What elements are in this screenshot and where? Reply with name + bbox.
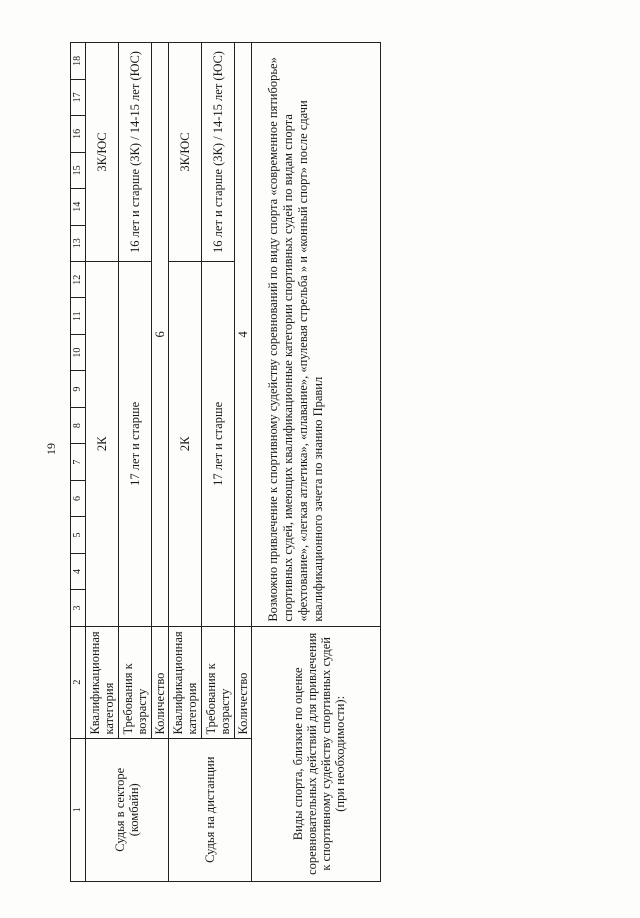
sector-judge-label: Судья в секторе (комбайн): [86, 738, 169, 881]
header-cell: 15: [71, 152, 86, 188]
header-cell: 16: [71, 116, 86, 152]
header-cell: 1: [71, 738, 86, 881]
header-cell: 7: [71, 444, 86, 480]
header-cell: 12: [71, 261, 86, 297]
sector-qual-left: 2К: [86, 261, 119, 626]
distance-qual-row: [169, 43, 202, 882]
header-cell: 6: [71, 480, 86, 516]
distance-qual-right: 3К/ЮС: [169, 43, 202, 262]
distance-age-left: 17 лет и старше: [202, 261, 235, 626]
distance-age-right: 16 лет и старше (3К) / 14-15 лет (ЮС): [202, 43, 235, 262]
page-number: 19: [44, 443, 58, 455]
related-sports-row: [252, 43, 381, 882]
header-cell: 13: [71, 225, 86, 261]
distance-qual-left: 2К: [169, 261, 202, 626]
rotated-table-container: [70, 42, 630, 882]
sector-age-left: 17 лет и старше: [119, 261, 152, 626]
qual-category-label: Квалификационная категория: [86, 626, 119, 738]
age-label: Требования к возрасту: [202, 626, 235, 738]
judges-requirements-table: [70, 42, 381, 882]
distance-judge-label: Судья на дистанции: [169, 738, 252, 881]
header-cell: 8: [71, 407, 86, 443]
header-cell: 2: [71, 626, 86, 738]
header-cell: 14: [71, 189, 86, 225]
qual-category-label: Квалификационная категория: [169, 626, 202, 738]
header-row: [71, 43, 86, 882]
header-cell: 10: [71, 334, 86, 370]
header-cell: 9: [71, 371, 86, 407]
header-cell: 18: [71, 43, 86, 80]
sector-qual-right: 3К/ЮС: [86, 43, 119, 262]
count-label: Количество: [235, 626, 252, 738]
related-sports-text: Возможно привлечение к спортивному судейству соревнований по виду спорта «современное пятиборье» спортивных судей, имеющих квалификационные категории спортивных судей по видам спорта «фехтование», «легкая атлетика», «плавание», «пулевая стрельба » и «конный спорт» после сдачи квалификационного зачета по знанию Правил: [252, 43, 381, 627]
header-cell: 4: [71, 553, 86, 589]
header-cell: 11: [71, 298, 86, 334]
header-cell: 3: [71, 590, 86, 626]
distance-count-value: 4: [235, 43, 252, 627]
header-cell: 5: [71, 517, 86, 553]
sector-count-value: 6: [152, 43, 169, 627]
related-sports-label: Виды спорта, близкие по оценке соревновательных действий для привлечения к спортивному судейству спортивных судей (при необходимости):: [252, 626, 381, 881]
count-label: Количество: [152, 626, 169, 738]
sector-qual-row: [86, 43, 119, 882]
sector-age-right: 16 лет и старше (3К) / 14-15 лет (ЮС): [119, 43, 152, 262]
age-label: Требования к возрасту: [119, 626, 152, 738]
header-cell: 17: [71, 79, 86, 115]
